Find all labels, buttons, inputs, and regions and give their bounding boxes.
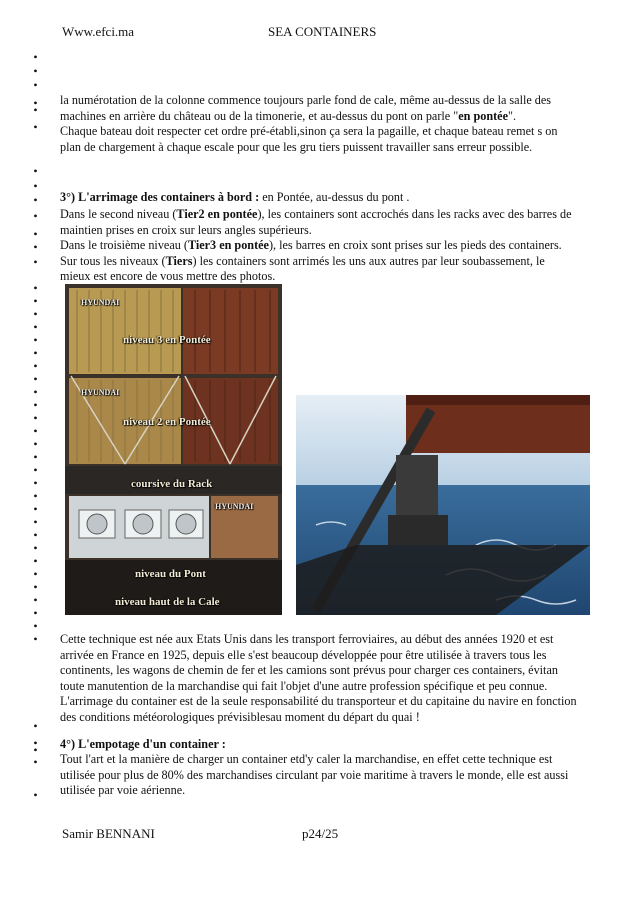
bullet — [32, 296, 39, 306]
caption-rack: coursive du Rack — [131, 478, 213, 490]
bullet — [32, 80, 39, 90]
bullet — [32, 122, 39, 132]
bullet — [32, 757, 39, 767]
section-heading-lashing — [60, 190, 578, 206]
brand-label: HYUNDAI — [215, 502, 254, 511]
bullet — [32, 229, 39, 239]
bullet — [32, 283, 39, 293]
bullet — [32, 517, 39, 527]
section-heading-stuffing — [60, 737, 578, 753]
bullet — [32, 361, 39, 371]
bullet — [32, 426, 39, 436]
caption-pont: niveau du Pont — [135, 568, 206, 580]
bullet — [32, 66, 39, 76]
section-title: 3°) L'arrimage des containers à bord : — [60, 190, 260, 204]
paragraph-numbering — [60, 93, 578, 124]
bullet — [32, 465, 39, 475]
caption-level3: niveau 3 en Pontée — [123, 334, 211, 346]
bullet — [32, 439, 39, 449]
bullet — [32, 478, 39, 488]
bullet — [32, 387, 39, 397]
sea-lashing-illustration — [296, 395, 590, 615]
bullet — [32, 166, 39, 176]
paragraph-loading-plan: Chaque bateau doit respecter cet ordre pré-établi,sinon ça sera la pagaille, et chaque bateau remet s on plan de chargement à chaque escale pour que les gru tiers puissent travailler sans erreur possible. — [60, 124, 558, 154]
paragraph-text: ), les containers sont accrochés dans les racks avec des barres de maintien prises en croix sur leurs angles supérieurs. — [60, 207, 572, 237]
caption-cale: niveau haut de la Cale — [115, 596, 220, 608]
bullet — [32, 621, 39, 631]
bullet — [32, 195, 39, 205]
bullet — [32, 105, 39, 115]
bold-term: en pontée — [458, 108, 508, 123]
bullet — [32, 374, 39, 384]
paragraph-text: ". — [507, 108, 517, 123]
bullet — [32, 181, 39, 191]
bullet — [32, 335, 39, 345]
footer-author: Samir BENNANI — [62, 826, 155, 841]
paragraph-text: ), les barres en croix sont prises sur les pieds des containers. Sur tous les niveaux ( — [60, 238, 562, 268]
bullet — [32, 721, 39, 731]
bullet — [32, 348, 39, 358]
bullet — [32, 790, 39, 800]
bullet — [32, 745, 39, 755]
paragraph-text: en Pontée, au-dessus du pont . — [259, 190, 410, 204]
bullet — [32, 608, 39, 618]
bullet — [32, 491, 39, 501]
bullet — [32, 242, 39, 252]
bullet — [32, 413, 39, 423]
bullet — [32, 504, 39, 514]
bullet — [32, 452, 39, 462]
sea-lashing-photo — [296, 395, 590, 615]
bold-term: Tiers — [165, 253, 193, 268]
paragraph-stuffing: Tout l'art et la manière de charger un container etd'y caler la marchandise, en effet cette technique est utilisée pour plus de 80% des marchandises circulant par voie maritime à travers le monde, elle est aussi utilisée par voie aérienne. — [60, 752, 569, 797]
bullet — [32, 543, 39, 553]
paragraph-text: la numérotation de la colonne commence toujours parle fond de cale, même au-dessus de la salle des machines en arrière du château ou de la timonerie, et au-dessus du pont on parle " — [60, 93, 552, 123]
brand-label: HYUNDAI — [81, 388, 120, 397]
bullet — [32, 52, 39, 62]
bullet — [32, 634, 39, 644]
container-stack-photo — [65, 284, 282, 615]
paragraph-tier3 — [60, 238, 578, 285]
bullet — [32, 595, 39, 605]
paragraph-history: Cette technique est née aux Etats Unis dans les transport ferroviaires, au début des années 1920 et est arrivée en France en 1925, depuis elle s'est beaucoup développée pour être utilisée à travers tous les continents, les wagons de chemin de fer et les camions sont prévus pour charger ces containers, évitan toute manutention de la marchandise qui fait l'objet d'une autre profession spécifique et peu connue. L'arrimage du container est de la seule responsabilité du transporteur et du capitaine du navire en fonction des conditions météorologiques prévisiblesau moment du départ du quai ! — [60, 632, 577, 724]
bold-term: Tier3 en pontée — [187, 238, 269, 252]
paragraph-tier2 — [60, 207, 578, 238]
bullet — [32, 582, 39, 592]
bullet — [32, 556, 39, 566]
paragraph-text: Dans le troisième niveau ( — [60, 238, 188, 252]
paragraph-text: Dans le second niveau ( — [60, 207, 177, 221]
bullet — [32, 257, 39, 267]
bullet — [32, 400, 39, 410]
brand-label: HYUNDAI — [81, 298, 120, 307]
caption-level2: niveau 2 en Pontée — [123, 416, 211, 428]
header-title: SEA CONTAINERS — [268, 24, 377, 39]
bullet — [32, 309, 39, 319]
paragraph-text: ) les containers sont arrimés les uns aux autres par leur soubassement, le mieux est encore de vous mettre des photos. — [60, 253, 545, 283]
bullet — [32, 569, 39, 579]
header-site: Www.efci.ma — [62, 24, 135, 39]
bullet — [32, 530, 39, 540]
bold-term: Tier2 en pontée — [176, 207, 258, 221]
page-number: p24/25 — [302, 826, 339, 841]
bullet — [32, 211, 39, 221]
bullet — [32, 322, 39, 332]
section-title: 4°) L'empotage d'un container : — [60, 737, 226, 751]
